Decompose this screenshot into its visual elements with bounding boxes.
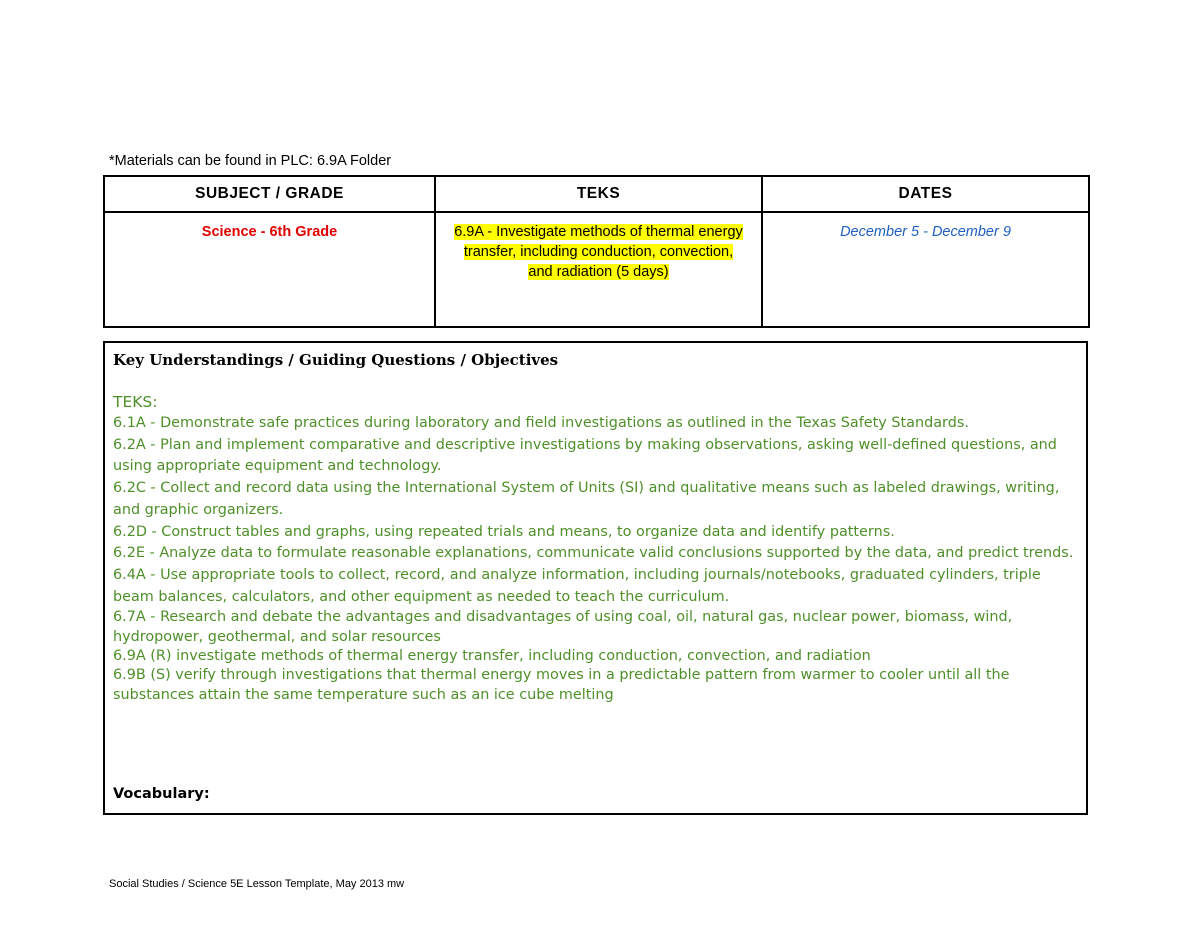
page-footer: Social Studies / Science 5E Lesson Template, May 2013 mw bbox=[109, 878, 405, 890]
key-understandings-title: Key Understandings / Guiding Questions / Objectives bbox=[113, 351, 559, 369]
teks-item: 6.4A - Use appropriate tools to collect, record, and analyze information, including journals/notebooks, graduated cylinders, triple beam balances, calculators, and other equipment as needed to teach the curriculum. bbox=[113, 566, 1041, 605]
teks-item: 6.9A (R) investigate methods of thermal energy transfer, including conduction, convection, and radiation bbox=[113, 647, 871, 664]
value-row bbox=[104, 212, 1089, 327]
subject-cell bbox=[104, 212, 435, 327]
materials-note: *Materials can be found in PLC: 6.9A Folder bbox=[109, 153, 392, 169]
teks-list bbox=[113, 391, 1081, 705]
teks-item: 6.1A - Demonstrate safe practices during laboratory and field investigations as outlined in the Texas Safety Standards. bbox=[113, 415, 969, 431]
lesson-header-table bbox=[103, 175, 1090, 328]
dates-value: December 5 - December 9 bbox=[840, 224, 1011, 240]
teks-item: 6.2C - Collect and record data using the International System of Units (SI) and qualitative means such as labeled drawings, writing, and graphic organizers. bbox=[113, 480, 1060, 518]
header-row bbox=[104, 176, 1089, 212]
teks-item: 6.2E - Analyze data to formulate reasonable explanations, communicate valid conclusions supported by the data, and predict trends. bbox=[113, 545, 1074, 562]
dates-cell bbox=[762, 212, 1089, 327]
teks-item: 6.2A - Plan and implement comparative and descriptive investigations by making observations, asking well-defined questions, and using appropriate equipment and technology. bbox=[113, 436, 1057, 475]
subject-value: Science - 6th Grade bbox=[201, 224, 338, 240]
teks-item: 6.9B (S) verify through investigations that thermal energy moves in a predictable pattern from warmer to cooler until all the substances attain the same temperature such as an ice cube melting bbox=[113, 667, 1010, 703]
key-understandings-box bbox=[103, 341, 1088, 815]
teks-value: 6.9A - Investigate methods of thermal energy transfer, including conduction, convection, and radiation (5 days) bbox=[454, 224, 743, 280]
teks-cell bbox=[435, 212, 762, 327]
teks-item: 6.7A - Research and debate the advantages and disadvantages of using coal, oil, natural gas, nuclear power, biomass, wind, hydropower, geothermal, and solar resources bbox=[113, 609, 1013, 645]
teks-item: 6.2D - Construct tables and graphs, using repeated trials and means, to organize data and identify patterns. bbox=[113, 523, 895, 540]
teks-header: TEKS bbox=[435, 176, 762, 212]
vocabulary-label: Vocabulary: bbox=[113, 786, 210, 802]
subject-grade-header: SUBJECT / GRADE bbox=[104, 176, 435, 212]
teks-heading: TEKS: bbox=[113, 393, 158, 411]
dates-header: DATES bbox=[762, 176, 1089, 212]
